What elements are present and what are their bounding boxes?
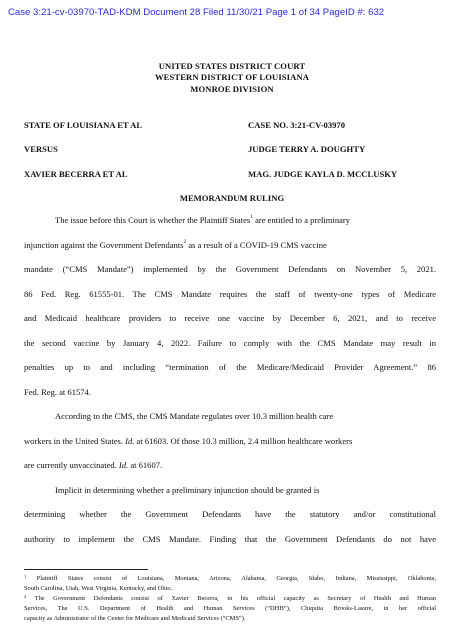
court-name: UNITED STATES DISTRICT COURT <box>158 61 306 71</box>
body-text: at 61607. <box>128 460 163 470</box>
citation-id: Id. <box>125 436 135 446</box>
body-line: determining whether the Government Defendants have the statutory and/or constitutional <box>24 509 436 519</box>
footnote-separator <box>24 569 148 570</box>
body-line <box>24 241 327 250</box>
body-line: penalties up to and including “termination of the Medicare/Medicaid Provider Agreement.” 86 <box>24 362 436 372</box>
court-district: WESTERN DISTRICT OF LOUISIANA <box>154 72 310 82</box>
footnote-ref: 1 <box>250 214 253 220</box>
body-line: authority to implement the CMS Mandate. Finding that the Government Defendants do not have <box>24 534 436 544</box>
body-text: injunction against the Government Defendants <box>24 240 184 250</box>
caption-defendant: XAVIER BECERRA ET AL <box>24 169 128 179</box>
body-text: The issue before this Court is whether the Plaintiff States <box>55 215 251 225</box>
document-title: MEMORANDUM RULING <box>179 193 285 203</box>
footnote-2 <box>24 596 436 602</box>
body-line: and Medicaid healthcare providers to receive one vaccine by December 6, 2021, and to receive <box>24 313 436 323</box>
body-line: the second vaccine by January 4, 2022. Failure to comply with the CMS Mandate may result in <box>24 338 436 348</box>
footnote-1-cont: South Carolina, Utah, West Virginia, Kentucky, and Ohio. <box>24 585 173 592</box>
citation-id: Id. <box>118 460 129 470</box>
body-text: are currently unvaccinated. <box>24 460 119 470</box>
body-line: According to the CMS, the CMS Mandate regulates over 10.3 million health care <box>55 411 334 421</box>
body-line <box>24 437 352 446</box>
body-text: workers in the United States. <box>24 436 126 446</box>
body-line: 86 Fed. Reg. 61555-01. The CMS Mandate requires the staff of twenty-one types of Medicare <box>24 289 436 299</box>
body-line: mandate (“CMS Mandate”) implemented by the Government Defendants on November 5, 2021. <box>24 264 436 274</box>
caption-magistrate-judge: MAG. JUDGE KAYLA D. MCCLUSKY <box>248 169 398 179</box>
footnote-text: The Government Defendants consist of Xavier Becerra, in his official capacity as Secretary of Health and Human <box>26 595 436 602</box>
footnote-2-cont: capacity as Administrator of the Center for Medicare and Medicaid Services (“CMS”). <box>24 615 246 622</box>
footnote-2-cont: Services, The U.S. Department of Health and Human Services (“DHH”), Chiquita Brooks-Lasure, in her official <box>24 605 436 612</box>
caption-plaintiff: STATE OF LOUISIANA ET AL <box>24 120 143 130</box>
caption-judge: JUDGE TERRY A. DOUGHTY <box>248 144 366 154</box>
footnote-1 <box>24 576 436 582</box>
body-text: are entitled to a preliminary <box>252 215 351 225</box>
caption-case-number: CASE NO. 3:21-CV-03970 <box>248 120 345 130</box>
footnote-text: Plaintiff States consist of Louisiana, Montana, Arizona, Alabama, Georgia, Idaho, Indiana, Mississippi, Oklahoma, <box>26 575 436 582</box>
footnote-mark: 2 <box>24 594 27 599</box>
body-text: as a result of a COVID-19 CMS vaccine <box>186 240 327 250</box>
footnote-ref: 2 <box>183 239 187 245</box>
caption-versus: VERSUS <box>24 144 58 154</box>
court-division: MONROE DIVISION <box>190 84 274 94</box>
body-line <box>55 216 350 225</box>
footnote-mark: 1 <box>24 574 27 579</box>
body-line: Implicit in determining whether a preliminary injunction should be granted is <box>55 485 320 495</box>
body-text: at 61603. Of those 10.3 million, 2.4 million healthcare workers <box>134 436 353 446</box>
body-line: Fed. Reg. at 61574. <box>24 387 91 397</box>
ecf-header-stamp: Case 3:21-cv-03970-TAD-KDM Document 28 Filed 11/30/21 Page 1 of 34 PageID #: 632 <box>8 7 385 18</box>
body-line <box>24 461 162 470</box>
